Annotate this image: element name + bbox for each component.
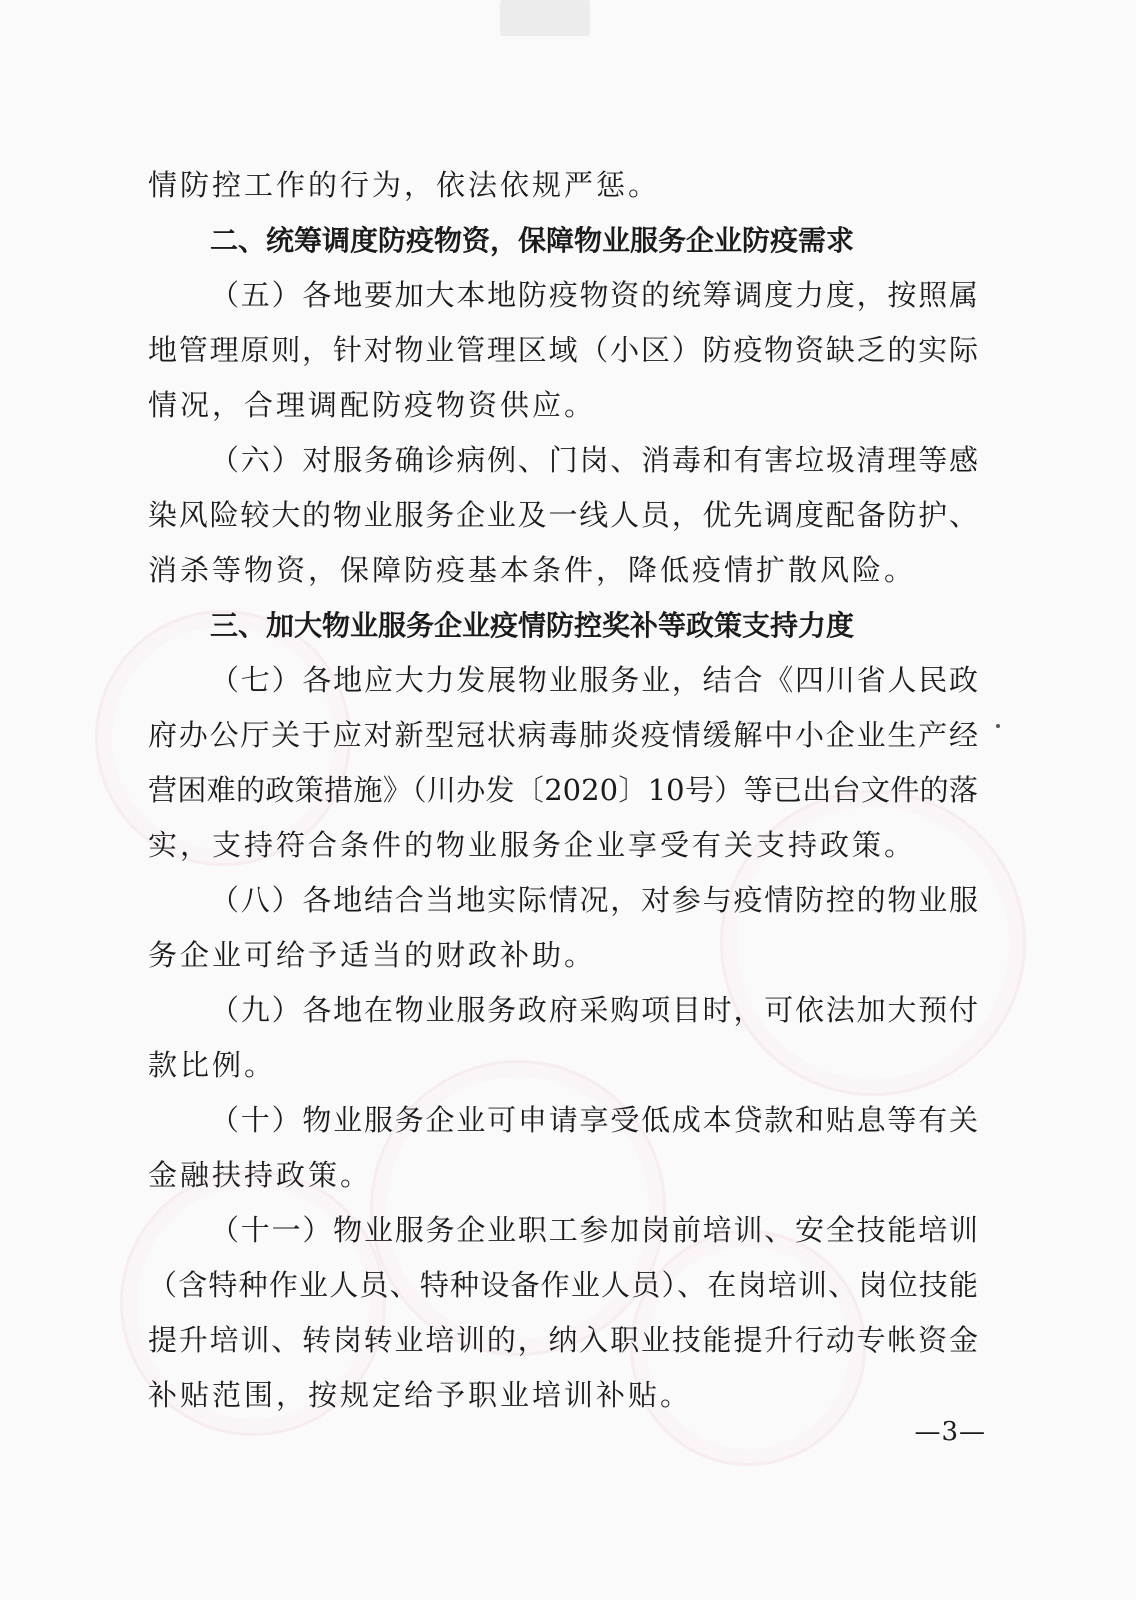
text-line: 地管理原则，针对物业管理区域（小区）防疫物资缺乏的实际 bbox=[148, 333, 978, 367]
text-line: （十）物业服务企业可申请享受低成本贷款和贴息等有关 bbox=[210, 1103, 978, 1137]
text-line: 情防控工作的行为，依法依规严惩。 bbox=[148, 168, 661, 202]
document-body bbox=[148, 158, 978, 1423]
text-line: 消杀等物资，保障防疫基本条件，降低疫情扩散风险。 bbox=[148, 553, 917, 587]
text-line: 情况，合理调配防疫物资供应。 bbox=[148, 388, 597, 422]
text-line: 府办公厅关于应对新型冠状病毒肺炎疫情缓解中小企业生产经 bbox=[148, 718, 978, 752]
text-line: 款比例。 bbox=[148, 1048, 277, 1082]
text-line: （七）各地应大力发展物业服务业，结合《四川省人民政 bbox=[210, 663, 978, 697]
page-number: —3— bbox=[914, 1417, 986, 1447]
section-heading: 二、统筹调度防疫物资，保障物业服务企业防疫需求 bbox=[210, 224, 855, 257]
text-line: （十一）物业服务企业职工参加岗前培训、安全技能培训 bbox=[210, 1213, 978, 1247]
scan-speck bbox=[996, 724, 1000, 728]
text-line: 补贴范围，按规定给予职业培训补贴。 bbox=[148, 1378, 693, 1412]
text-line: （含特种作业人员、特种设备作业人员）、在岗培训、岗位技能 bbox=[148, 1268, 978, 1302]
text-line: 金融扶持政策。 bbox=[148, 1158, 373, 1192]
text-line: （五）各地要加大本地防疫物资的统筹调度力度，按照属 bbox=[210, 278, 978, 312]
text-line: （六）对服务确诊病例、门岗、消毒和有害垃圾清理等感 bbox=[210, 443, 978, 477]
text-line: 提升培训、转岗转业培训的，纳入职业技能提升行动专帐资金 bbox=[148, 1323, 978, 1357]
text-line: 营困难的政策措施》（川办发〔2020〕10号）等已出台文件的落 bbox=[148, 773, 978, 807]
scan-bleed-mark bbox=[500, 0, 590, 36]
section-heading: 三、加大物业服务企业疫情防控奖补等政策支持力度 bbox=[210, 609, 855, 642]
text-line: 染风险较大的物业服务企业及一线人员，优先调度配备防护、 bbox=[148, 498, 978, 532]
text-line: （九）各地在物业服务政府采购项目时，可依法加大预付 bbox=[210, 993, 978, 1027]
text-line: 实，支持符合条件的物业服务企业享受有关支持政策。 bbox=[148, 828, 917, 862]
text-line: 务企业可给予适当的财政补助。 bbox=[148, 938, 597, 972]
text-line: （八）各地结合当地实际情况，对参与疫情防控的物业服 bbox=[210, 883, 978, 917]
